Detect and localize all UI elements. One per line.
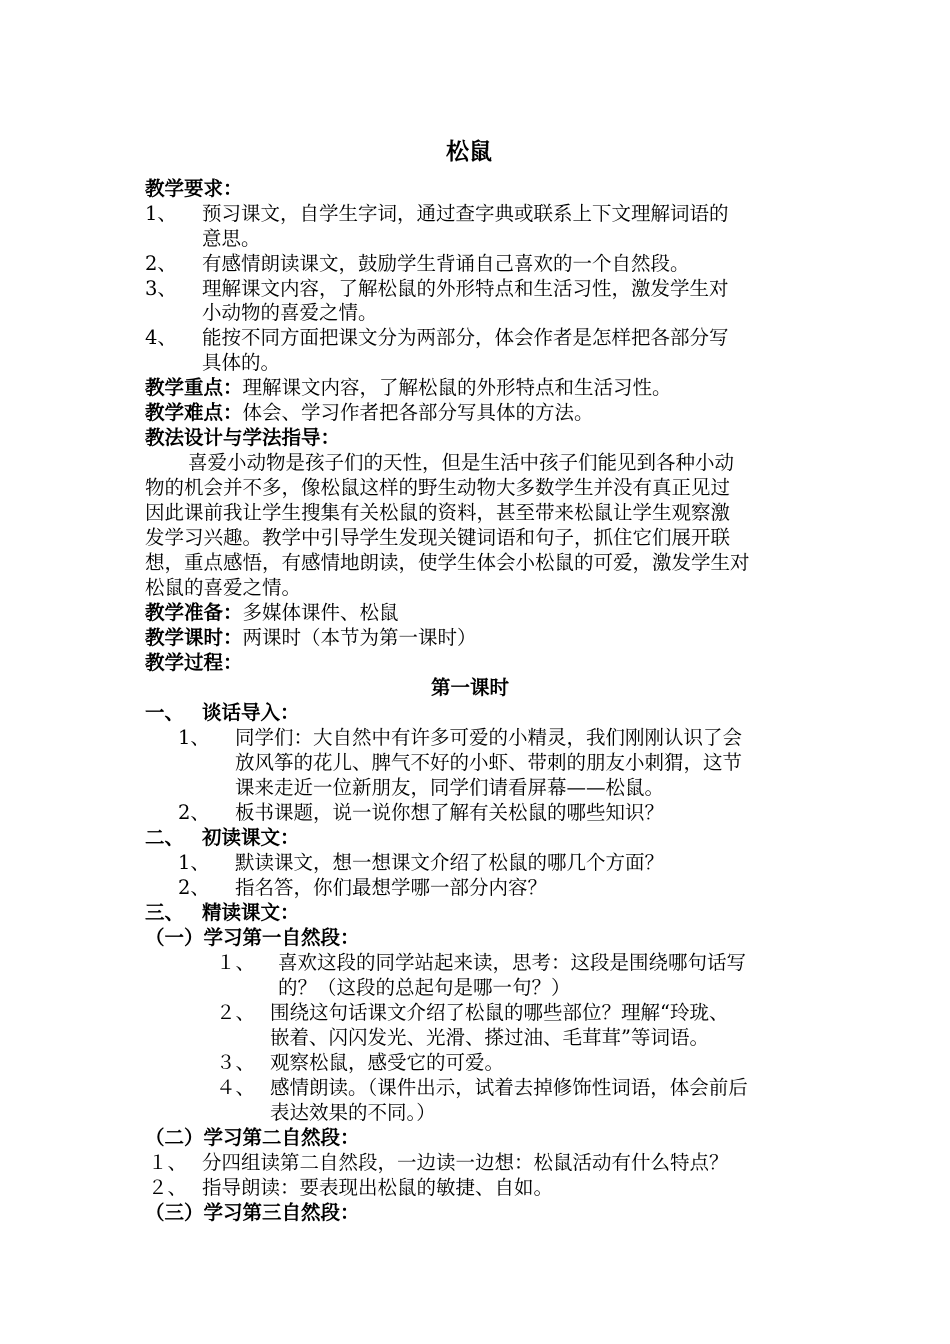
section-title: 精读课文： <box>202 901 300 924</box>
list-item-text: 默读课文，想一想课文介绍了松鼠的哪几个方面？ <box>235 851 665 874</box>
list-item-number: 2、 <box>178 876 210 899</box>
section-title: 初读课文： <box>202 826 300 849</box>
difficult-point-text: 体会、学习作者把各部分写具体的方法。 <box>242 401 594 424</box>
list-item-number: ２、 <box>216 1001 256 1024</box>
key-point <box>145 375 672 401</box>
page-title: 松鼠 <box>446 138 492 165</box>
list-item-text: 放风筝的花儿、脾气不好的小虾、带刺的朋友小刺猬，这节 <box>235 751 743 774</box>
list-item-number: ２、 <box>148 1176 188 1199</box>
list-item-text: 板书课题，说一说你想了解有关松鼠的哪些知识？ <box>235 801 665 824</box>
list-item-text: 观察松鼠，感受它的可爱。 <box>270 1051 505 1074</box>
list-item-text: 的？（这段的总起句是哪一句？） <box>278 976 571 999</box>
paragraph-line: 松鼠的喜爱之情。 <box>145 576 302 599</box>
list-item-text: 同学们：大自然中有许多可爱的小精灵，我们刚刚认识了会 <box>235 726 743 749</box>
list-item-text: 嵌着、闪闪发光、光滑、搽过油、毛茸茸”等词语。 <box>270 1026 709 1049</box>
list-item-number: 2、 <box>145 252 177 275</box>
subsection-title: （二）学习第二自然段： <box>145 1126 360 1149</box>
subsection-title: （三）学习第三自然段： <box>145 1201 360 1224</box>
preparation-text: 多媒体课件、松鼠 <box>242 601 399 624</box>
paragraph-line: 因此课前我让学生搜集有关松鼠的资料，甚至带来松鼠让学生观察激 <box>145 501 731 524</box>
lesson-hours-label: 教学课时： <box>145 626 243 649</box>
lesson-hours-text: 两课时（本节为第一课时） <box>242 626 477 649</box>
list-item-text: 表达效果的不同。） <box>270 1101 436 1124</box>
list-item-text: 有感情朗读课文，鼓励学生背诵自己喜欢的一个自然段。 <box>202 252 690 275</box>
preparation <box>145 600 399 626</box>
list-item-text: 预习课文，自学生字词，通过查字典或联系上下文理解词语的 <box>202 202 729 225</box>
paragraph-line: 物的机会并不多，像松鼠这样的野生动物大多数学生并没有真正见过 <box>145 476 731 499</box>
list-item-text: 意思。 <box>202 227 261 250</box>
list-item-number: 3、 <box>145 277 177 300</box>
list-item-number: １、 <box>148 1151 188 1174</box>
list-item-text: 小动物的喜爱之情。 <box>202 301 378 324</box>
section-number: 三、 <box>145 901 185 924</box>
requirements-heading: 教学要求： <box>145 177 243 200</box>
list-item-text: 指名答，你们最想学哪一部分内容？ <box>235 876 548 899</box>
paragraph-line: 想，重点感悟，有感情地朗读，使学生体会小松鼠的可爱，激发学生对 <box>145 551 750 574</box>
list-item-number: ４、 <box>216 1076 256 1099</box>
preparation-label: 教学准备： <box>145 601 243 624</box>
list-item-number: 1、 <box>178 851 210 874</box>
list-item-number: 1、 <box>178 726 210 749</box>
difficult-point <box>145 400 594 426</box>
method-heading: 教法设计与学法指导： <box>145 426 341 449</box>
paragraph-line: 喜爱小动物是孩子们的天性，但是生活中孩子们能见到各种小动 <box>188 451 735 474</box>
list-item-text: 感情朗读。（课件出示，试着去掉修饰性词语，体会前后 <box>270 1076 748 1099</box>
list-item-number: １、 <box>216 951 256 974</box>
difficult-point-label: 教学难点： <box>145 401 243 424</box>
list-item-text: 围绕这句话课文介绍了松鼠的哪些部位？理解“玲珑、 <box>270 1001 729 1024</box>
subsection-title: （一）学习第一自然段： <box>145 926 360 949</box>
section-number: 一、 <box>145 701 185 724</box>
lesson-subtitle: 第一课时 <box>431 676 510 699</box>
list-item-number: 4、 <box>145 326 177 349</box>
paragraph-line: 发学习兴趣。教学中引导学生发现关键词语和句子，抓住它们展开联 <box>145 526 731 549</box>
section-number: 二、 <box>145 826 185 849</box>
list-item-text: 喜欢这段的同学站起来读，思考：这段是围绕哪句话写 <box>278 951 747 974</box>
process-heading: 教学过程： <box>145 651 243 674</box>
key-point-label: 教学重点： <box>145 376 243 399</box>
list-item-text: 能按不同方面把课文分为两部分，体会作者是怎样把各部分写 <box>202 326 729 349</box>
list-item-number: 2、 <box>178 801 210 824</box>
key-point-text: 理解课文内容，了解松鼠的外形特点和生活习性。 <box>242 376 672 399</box>
list-item-number: ３、 <box>216 1051 256 1074</box>
lesson-hours <box>145 625 477 651</box>
list-item-text: 理解课文内容，了解松鼠的外形特点和生活习性，激发学生对 <box>202 277 729 300</box>
list-item-number: 1、 <box>145 202 177 225</box>
list-item-text: 具体的。 <box>202 351 281 374</box>
list-item-text: 课来走近一位新朋友，同学们请看屏幕——松鼠。 <box>235 776 665 799</box>
list-item-text: 指导朗读：要表现出松鼠的敏捷、自如。 <box>202 1176 554 1199</box>
list-item-text: 分四组读第二自然段，一边读一边想：松鼠活动有什么特点？ <box>202 1151 729 1174</box>
section-title: 谈话导入： <box>202 701 300 724</box>
